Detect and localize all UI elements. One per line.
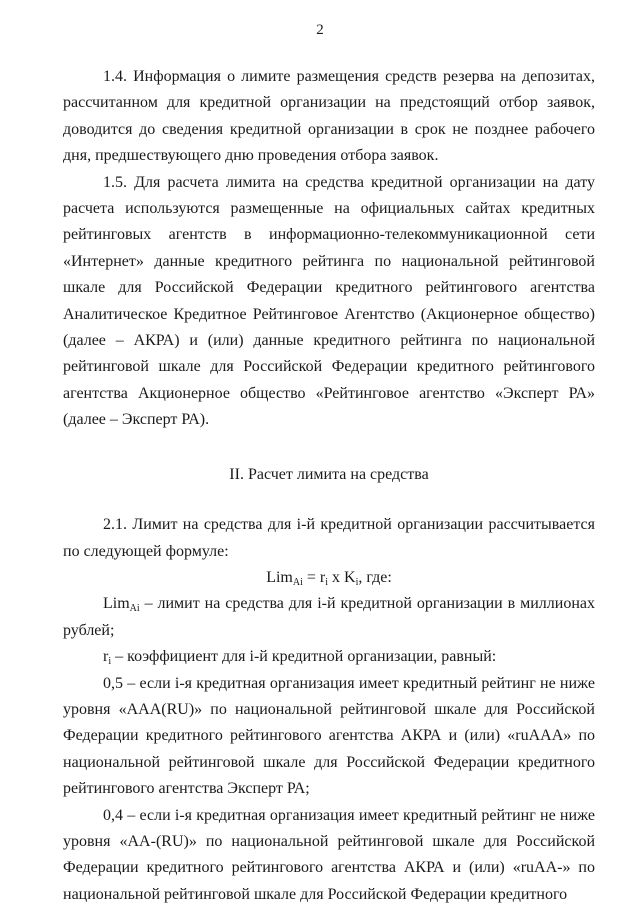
paragraph-2-1: 2.1. Лимит на средства для i-й кредитной организации рассчитывается по следующей формуле: — [63, 516, 595, 560]
lim-subscript: Ai — [129, 603, 140, 615]
ri-subscript: i — [108, 656, 112, 668]
formula-lhs-subscript: Ai — [292, 576, 303, 588]
formula-lhs: Lim — [266, 568, 293, 586]
lim-symbol: Lim — [103, 595, 130, 613]
lim-definition-text: – лимит на средства для i-й кредитной организации в миллионах рублей; — [63, 595, 595, 639]
condition-0-4: 0,4 – если i-я кредитная организация имеет кредитный рейтинг не ниже уровня «AA-(RU)» по национальной рейтинговой шкале для Российской Федерации кредитного рейтингового агентства АКРА и (или) «ruAA-» по национальной рейтинговой шкале для Российской Федерации кредитного — [63, 806, 595, 903]
ri-symbol: r — [103, 648, 109, 666]
formula-times: x K — [328, 568, 356, 586]
page-number: 2 — [316, 22, 324, 38]
lim-definition — [63, 591, 595, 644]
ri-definition-text: – коэффициент для i-й кредитной организации, равный: — [111, 648, 497, 666]
formula-r-subscript: i — [325, 576, 328, 588]
paragraph-1-4: 1.4. Информация о лимите размещения средств резерва на депозитах, рассчитанном для кредитной организации на предстоящий отбор заявок, доводится до сведения кредитной организации в срок не позднее рабочего дня, предшествующего дню проведения отбора заявок. — [63, 68, 595, 165]
formula-tail: , где: — [358, 568, 392, 586]
document-body — [63, 64, 595, 908]
formula — [63, 565, 595, 591]
paragraph-1-5: 1.5. Для расчета лимита на средства кредитной организации на дату расчета используются размещенные на официальных сайтах кредитных рейтинговых агентств в информационно-телекоммуникационной сети «Интернет» данные кредитного рейтинга по национальной рейтинговой шкале для Российской Федерации кредитного рейтингового агентства Аналитическое Кредитное Рейтинговое Агентство (Акционерное общество) (далее – АКРА) и (или) данные кредитного рейтинга по национальной рейтинговой шкале для Российской Федерации кредитного рейтингового агентства Акционерное общество «Рейтинговое агентство «Эксперт РА» (далее – Эксперт РА). — [63, 173, 595, 429]
section-title: II. Расчет лимита на средства — [229, 465, 429, 483]
formula-k-subscript: i — [355, 576, 359, 588]
formula-eq: = r — [302, 568, 326, 586]
condition-0-5: 0,5 – если i-я кредитная организация имеет кредитный рейтинг не ниже уровня «AAA(RU)» по национальной рейтинговой шкале для Российской Федерации кредитного рейтингового агентства АКРА и (или) «ruAAA» по национальной рейтинговой шкале для Российской Федерации кредитного рейтингового агентства Эксперт РА; — [63, 674, 595, 798]
ri-definition — [63, 644, 595, 670]
